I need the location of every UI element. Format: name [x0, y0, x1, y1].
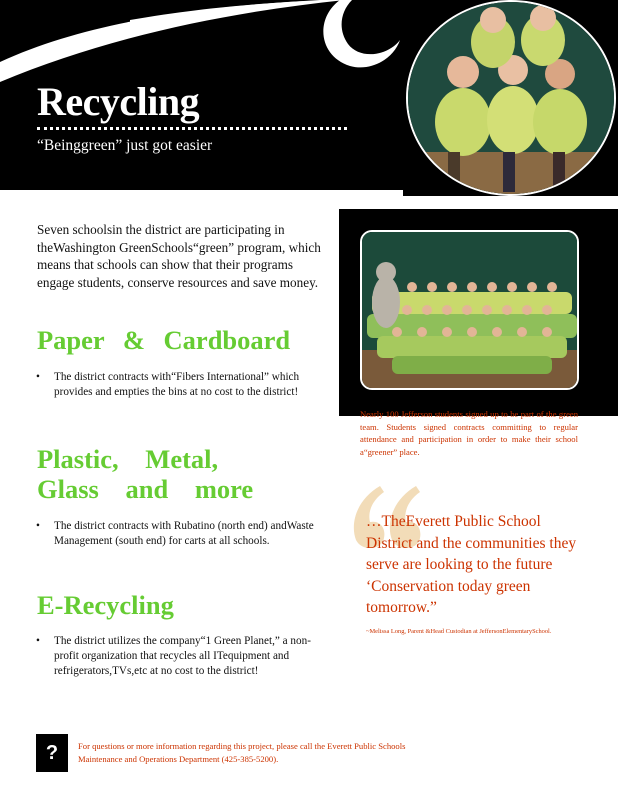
- bullet-dot: •: [36, 371, 40, 383]
- green-team-group-photo: [360, 230, 579, 390]
- question-icon: ?: [36, 734, 68, 772]
- bullet-plastic-metal-glass: [36, 519, 319, 549]
- photo-caption: Nearly 100 Jefferson students signed up to be part of the green team. Students signed contracts committing to regular attendance and participation in order to make their school a“greener” place.: [360, 409, 578, 457]
- intro-paragraph: Seven schoolsin the district are participating in theWashington GreenSchools“green” program, which means that schools can show that their programs engage students, conserve resources and save money.: [37, 222, 321, 290]
- title-divider: [37, 127, 347, 130]
- bullet-text: The district contracts with“Fibers International” which provides and empties the bins at no cost to the district!: [54, 371, 300, 398]
- pull-quote: …TheEverett Public School District and the communities they serve are looking to the future ‘Conservation today green tomorrow.”: [366, 513, 577, 616]
- quote-attribution: ~Melissa Long, Parent &Head Custodian at JeffersonElementarySchool.: [366, 628, 552, 635]
- footer-contact-text: For questions or more information regarding this project, please call the Everett Public Schools Maintenance and Operations Department (425-385-5200).: [78, 741, 406, 764]
- kids-photo-illustration: [408, 2, 616, 196]
- group-photo-illustration: [362, 232, 579, 390]
- bullet-text: The district contracts with Rubatino (north end) andWaste Management (south end) for carts at all schools.: [54, 520, 314, 547]
- bullet-e-recycling: [36, 634, 319, 679]
- bullet-dot: •: [36, 520, 40, 532]
- page-title: Recycling: [37, 79, 200, 124]
- heading-paper-cardboard: Paper & Cardboard: [37, 325, 291, 355]
- heading-e-recycling: E-Recycling: [37, 590, 174, 620]
- heading-plastic-metal-glass: Plastic, Metal, Glass and more: [37, 444, 254, 504]
- page-tagline: “Beinggreen” just got easier: [37, 137, 213, 154]
- green-team-kids-photo: [406, 0, 616, 196]
- bullet-dot: •: [36, 635, 40, 647]
- bullet-text: The district utilizes the company“1 Green Planet,” a non-profit organization that recycles all ITequipment and refrigerators,TVs,etc at no cost to the district!: [54, 635, 311, 677]
- bullet-paper-cardboard: [36, 370, 319, 400]
